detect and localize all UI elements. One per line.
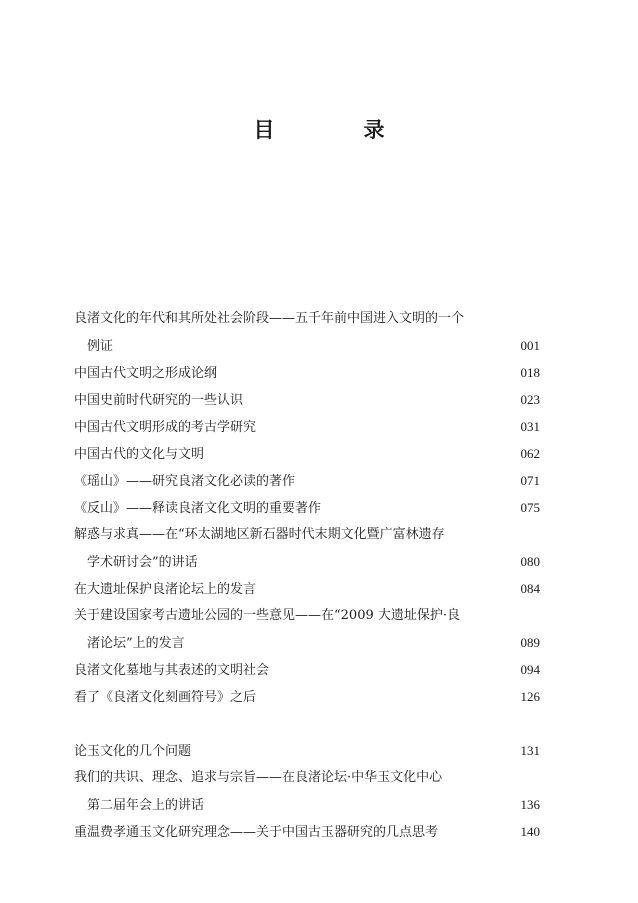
toc-entry[interactable] — [74, 683, 540, 710]
toc-page-number: 031 — [520, 419, 540, 434]
toc-entry-title-cont: 第二届年会上的讲话 — [87, 798, 205, 813]
toc-entry-title: 关于建设国家考古遗址公园的一些意见——在“2009 大遗址保护·良 — [74, 608, 460, 623]
toc-entry-title: 良渚文化墓地与其表述的文明社会 — [74, 663, 270, 678]
page-title: 目 录 — [253, 118, 419, 142]
toc-page-number: 089 — [520, 635, 540, 650]
toc-page-number: 018 — [520, 365, 540, 380]
toc-page-number: 062 — [520, 446, 540, 461]
toc-page-number: 136 — [520, 797, 540, 812]
toc-entry-title: 我们的共识、理念、追求与宗旨——在良渚论坛·中华玉文化中心 — [74, 770, 443, 785]
table-of-contents — [74, 305, 540, 845]
toc-entry-title: 解惑与求真——在“环太湖地区新石器时代末期文化暨广富林遗存 — [74, 527, 445, 542]
toc-page-number: 131 — [520, 743, 540, 758]
toc-entry-title: 中国古代的文化与文明 — [74, 447, 205, 462]
toc-entry[interactable] — [74, 413, 540, 440]
toc-entry[interactable] — [74, 494, 540, 521]
toc-entry-title: 《瑶山》——研究良渚文化必读的著作 — [74, 474, 296, 489]
toc-page-number: 140 — [520, 824, 540, 839]
toc-entry-title: 中国史前时代研究的一些认识 — [74, 393, 244, 408]
toc-entry-title-cont: 例证 — [87, 339, 114, 354]
toc-entry-title-cont: 渚论坛”上的发言 — [87, 636, 185, 651]
toc-entry[interactable] — [74, 521, 540, 575]
toc-page-number: 001 — [520, 338, 540, 353]
toc-entry[interactable] — [74, 656, 540, 683]
toc-entry-title: 看了《良渚文化刻画符号》之后 — [74, 690, 257, 705]
toc-entry[interactable] — [74, 764, 540, 818]
toc-page-number: 080 — [520, 554, 540, 569]
toc-page-number: 094 — [520, 662, 540, 677]
toc-page-number: 126 — [520, 689, 540, 704]
toc-entry[interactable] — [74, 440, 540, 467]
toc-entry[interactable] — [74, 467, 540, 494]
toc-page-number: 075 — [520, 500, 540, 515]
section-spacer — [74, 710, 540, 737]
toc-entry-title: 论玉文化的几个问题 — [74, 744, 192, 759]
toc-entry[interactable] — [74, 386, 540, 413]
toc-entry-title: 中国古代文明形成的考古学研究 — [74, 420, 257, 435]
toc-entry-title-cont: 学术研讨会”的讲话 — [87, 555, 198, 570]
toc-entry[interactable] — [74, 818, 540, 845]
toc-entry[interactable] — [74, 575, 540, 602]
toc-entry-title: 良渚文化的年代和其所处社会阶段——五千年前中国进入文明的一个 — [74, 311, 465, 326]
toc-entry-title: 重温费孝通玉文化研究理念——关于中国古玉器研究的几点思考 — [74, 825, 439, 840]
toc-page-number: 084 — [520, 581, 540, 596]
toc-entry[interactable] — [74, 602, 540, 656]
toc-entry-title: 在大遗址保护良渚论坛上的发言 — [74, 582, 257, 597]
toc-entry[interactable] — [74, 737, 540, 764]
toc-page-number: 071 — [520, 473, 540, 488]
toc-entry[interactable] — [74, 305, 540, 359]
toc-page-number: 023 — [520, 392, 540, 407]
toc-entry-title: 中国古代文明之形成论纲 — [74, 366, 218, 381]
toc-entry-title: 《反山》——释读良渚文化文明的重要著作 — [74, 501, 322, 516]
toc-entry[interactable] — [74, 359, 540, 386]
